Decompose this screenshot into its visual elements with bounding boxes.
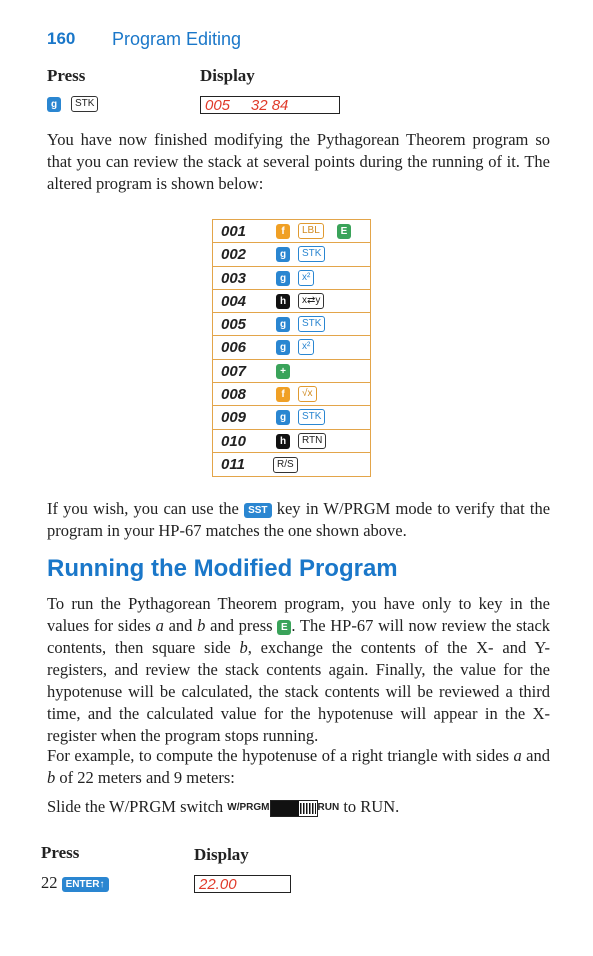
switch-paragraph: Slide the W/PRGM switch W/PRGM RUN to RUN. — [47, 797, 400, 816]
enter-key: ENTER↑ — [62, 877, 109, 892]
program-step — [213, 290, 370, 313]
x-squared-key: x² — [298, 270, 314, 286]
g-key: g — [276, 340, 290, 355]
program-step — [213, 360, 370, 383]
lbl-key: LBL — [298, 223, 324, 239]
stk-key: STK — [298, 246, 325, 262]
f-key: f — [276, 387, 290, 402]
g-key: g — [47, 97, 61, 112]
plus-key: + — [276, 364, 290, 379]
program-step — [213, 430, 370, 453]
press-column-label: Press — [47, 66, 86, 85]
stk-key: STK — [298, 409, 325, 425]
program-step — [213, 453, 370, 476]
press-column-label: Press — [41, 843, 80, 862]
step-number: 005 — [221, 316, 247, 334]
program-step — [213, 406, 370, 429]
step-number: 009 — [221, 409, 247, 427]
program-step — [213, 243, 370, 266]
step-number: 003 — [221, 269, 247, 287]
step-number: 004 — [221, 292, 247, 310]
x-exchange-y-key: x⇄y — [298, 293, 324, 309]
run-label: RUN — [317, 802, 340, 814]
step-number: 011 — [221, 455, 245, 473]
step-number: 001 — [221, 223, 247, 240]
step-number: 010 — [221, 432, 247, 450]
square-root-key: √x — [298, 386, 317, 402]
wprgm-label: W/PRGM — [227, 802, 270, 814]
g-key: g — [276, 317, 290, 332]
wprgm-run-switch-icon — [270, 800, 318, 817]
intro-paragraph: You have now finished modifying the Pythagorean Theorem program so that you can review the stack at several points during the running of it. The altered program is shown below: — [47, 130, 550, 193]
e-key: E — [337, 224, 351, 239]
f-key: f — [276, 224, 290, 239]
program-step — [213, 267, 370, 290]
program-listing — [212, 219, 371, 477]
stk-key: STK — [298, 316, 325, 332]
g-key: g — [276, 247, 290, 262]
rtn-key: RTN — [298, 433, 326, 449]
program-step — [213, 313, 370, 336]
display-column-label: Display — [200, 66, 255, 85]
display-readout: 005 32 84 — [200, 96, 340, 114]
h-key: h — [276, 434, 290, 449]
step-number: 006 — [221, 339, 247, 357]
stk-key: STK — [71, 96, 98, 112]
step-number: 008 — [221, 386, 247, 404]
verify-paragraph: If you wish, you can use the SST key in W/PRGM mode to verify that the program in your HP-67 matches the one shown above. — [47, 499, 551, 540]
x-squared-key: x² — [298, 339, 314, 355]
page-number: 160 — [47, 29, 76, 48]
g-key: g — [276, 271, 290, 286]
program-step — [213, 336, 370, 359]
section-title: Program Editing — [112, 29, 242, 49]
section-heading: Running the Modified Program — [47, 555, 398, 582]
run-stop-key: R/S — [273, 457, 298, 473]
display-column-label: Display — [194, 845, 249, 864]
sst-key: SST — [244, 503, 271, 518]
display-readout: 22.00 — [194, 875, 291, 893]
g-key: g — [276, 410, 290, 425]
program-step — [213, 383, 370, 406]
running-paragraph: To run the Pythagorean Theorem program, you have only to key in the values for sides a and b and press E . The HP-67 will now review the stack contents, then square side b, exchange the contents of the X- and Y-registers, and review the stack contents again. Finally, the value for the hypotenuse will be calculated, the stack contents will be reviewed a third time, and the calculated value for the hypotenuse will appear in the X-register when the program stops running. — [47, 594, 551, 745]
step1-keys — [47, 95, 98, 113]
step-number: 002 — [221, 246, 247, 264]
example-paragraph: For example, to compute the hypotenuse of a right triangle with sides a and b of 22 meters and 9 meters: — [47, 746, 550, 787]
step-number: 007 — [221, 362, 247, 380]
step2-keys: 22 ENTER↑ — [41, 873, 109, 893]
program-step — [213, 220, 370, 243]
e-key: E — [277, 620, 291, 635]
h-key: h — [276, 294, 290, 309]
